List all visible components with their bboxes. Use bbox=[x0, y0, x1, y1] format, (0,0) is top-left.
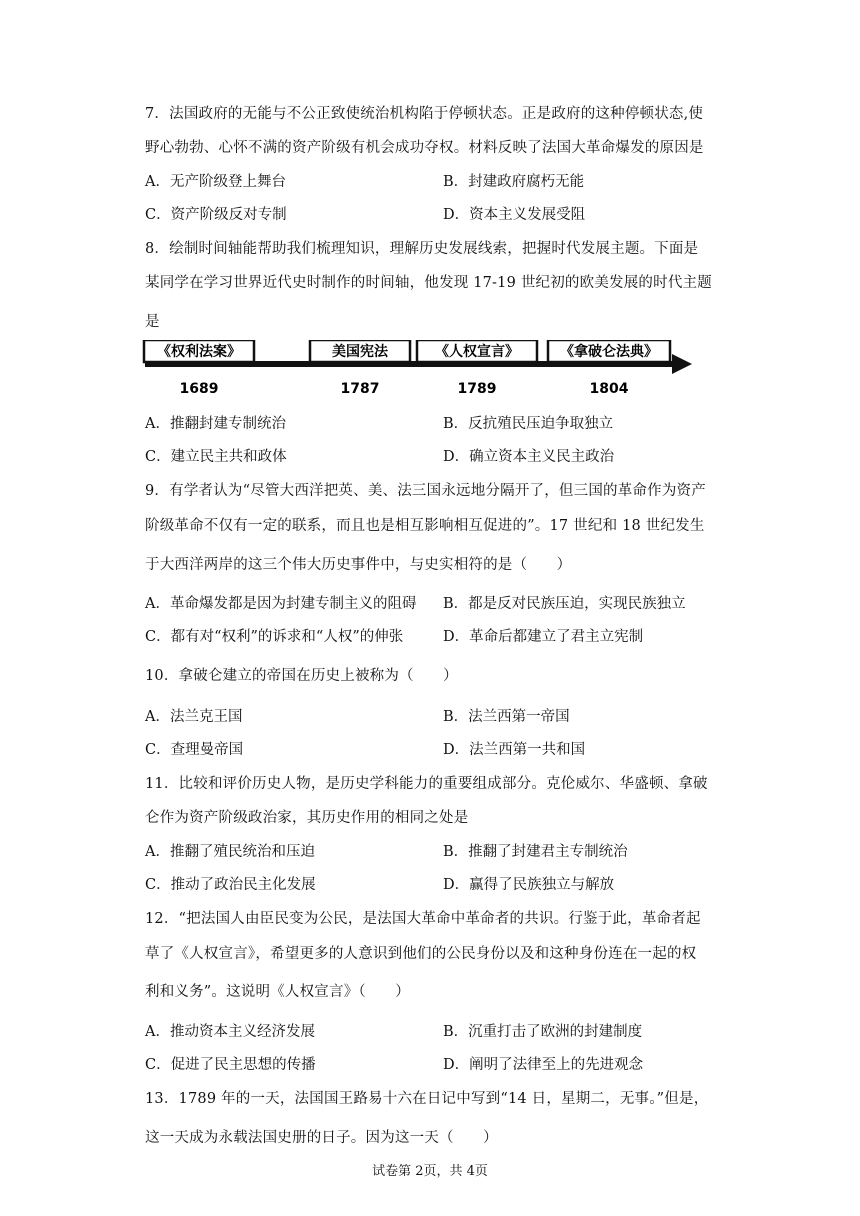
q8-option-c: C．建立民主共和政体 bbox=[145, 449, 287, 465]
q9-line-1: 9．有学者认为“尽管大西洋把英、美、法三国永远地分隔开了，但三国的革命作为资产 bbox=[145, 483, 706, 499]
q11-line-1: 11．比较和评价历史人物，是历史学科能力的重要组成部分。克伦威尔、华盛顿、拿破 bbox=[145, 776, 708, 792]
q13-line-1: 13．1789 年的一天，法国国王路易十六在日记中写到“14 日，星期二，无事。”但是， bbox=[145, 1091, 709, 1107]
q12-line-3: 利和义务”。这说明《人权宣言》（ ） bbox=[145, 984, 410, 1000]
q13-line-2: 这一天成为永载法国史册的日子。因为这一天（ ） bbox=[145, 1130, 498, 1146]
q10-option-d: D．法兰西第一共和国 bbox=[443, 742, 586, 758]
q8-option-b: B．反抗殖民压迫争取独立 bbox=[443, 416, 614, 432]
timeline-figure bbox=[140, 340, 700, 410]
q12-option-d: D．阐明了法律至上的先进观念 bbox=[443, 1057, 644, 1073]
q9-option-a: A．革命爆发都是因为封建专制主义的阻碍 bbox=[145, 596, 417, 612]
timeline-event-3: 《人权宣言》 bbox=[435, 344, 519, 360]
timeline-event-2: 美国宪法 bbox=[332, 344, 388, 360]
q8-option-a: A．推翻封建专制统治 bbox=[145, 416, 286, 432]
timeline-year-2: 1787 bbox=[340, 381, 380, 397]
q12-line-1: 12．“把法国人由臣民变为公民，是法国大革命中革命者的共识。行鉴于此，革命者起 bbox=[145, 911, 701, 927]
q11-option-d: D．赢得了民族独立与解放 bbox=[443, 877, 615, 893]
q7-option-b: B．封建政府腐朽无能 bbox=[443, 174, 585, 190]
q10-option-a: A．法兰克王国 bbox=[145, 709, 243, 725]
timeline-arrowhead bbox=[672, 354, 692, 374]
timeline-year-4: 1804 bbox=[589, 381, 629, 397]
q8-line-1: 8．绘制时间轴能帮助我们梳理知识，理解历史发展线索，把握时代发展主题。下面是 bbox=[145, 241, 699, 257]
q7-line-1: 7．法国政府的无能与不公正致使统治机构陷于停顿状态。正是政府的这种停顿状态,使 bbox=[145, 106, 704, 122]
q9-option-d: D．革命后都建立了君主立宪制 bbox=[443, 629, 644, 645]
q10-option-c: C．查理曼帝国 bbox=[145, 742, 244, 758]
q12-option-a: A．推动资本主义经济发展 bbox=[145, 1024, 315, 1040]
q9-option-b: B．都是反对民族压迫，实现民族独立 bbox=[443, 596, 686, 612]
q7-line-2: 野心勃勃、心怀不满的资产阶级有机会成功夺权。材料反映了法国大革命爆发的原因是 bbox=[145, 140, 704, 156]
q8-option-d: D．确立资本主义民主政治 bbox=[443, 449, 615, 465]
timeline-year-3: 1789 bbox=[457, 381, 497, 397]
timeline-year-1: 1689 bbox=[179, 381, 219, 397]
q12-option-b: B．沉重打击了欧洲的封建制度 bbox=[443, 1024, 643, 1040]
timeline-event-4: 《拿破仑法典》 bbox=[560, 344, 658, 360]
page-footer: 试卷第 2页，共 4页 bbox=[372, 1164, 488, 1179]
q12-option-c: C．促进了民主思想的传播 bbox=[145, 1057, 316, 1073]
q9-line-3: 于大西洋两岸的这三个伟大历史事件中，与史实相符的是（ ） bbox=[145, 557, 572, 573]
q11-option-c: C．推动了政治民主化发展 bbox=[145, 877, 316, 893]
q7-option-c: C．资产阶级反对专制 bbox=[145, 207, 287, 223]
q9-option-c: C．都有对“权利”的诉求和“人权”的伸张 bbox=[145, 629, 404, 645]
q11-option-b: B．推翻了封建君主专制统治 bbox=[443, 844, 628, 860]
q12-line-2: 草了《人权宣言》，希望更多的人意识到他们的公民身份以及和这种身份连在一起的权 bbox=[145, 946, 697, 962]
q11-line-2: 仑作为资产阶级政治家，其历史作用的相同之处是 bbox=[145, 810, 469, 826]
q7-option-a: A．无产阶级登上舞台 bbox=[145, 174, 286, 190]
timeline-event-1: 《权利法案》 bbox=[157, 344, 241, 360]
q10-option-b: B．法兰西第一帝国 bbox=[443, 709, 570, 725]
q11-option-a: A．推翻了殖民统治和压迫 bbox=[145, 844, 315, 860]
q8-line-3: 是 bbox=[145, 314, 160, 330]
q8-line-2: 某同学在学习世界近代史时制作的时间轴，他发现 17-19 世纪初的欧美发展的时代主题 bbox=[145, 275, 712, 291]
q9-line-2: 阶级革命不仅有一定的联系，而且也是相互影响相互促进的”。17 世纪和 18 世纪发生 bbox=[145, 518, 705, 534]
q7-option-d: D．资本主义发展受阻 bbox=[443, 207, 586, 223]
q10-line-1: 10．拿破仑建立的帝国在历史上被称为（ ） bbox=[145, 668, 458, 684]
